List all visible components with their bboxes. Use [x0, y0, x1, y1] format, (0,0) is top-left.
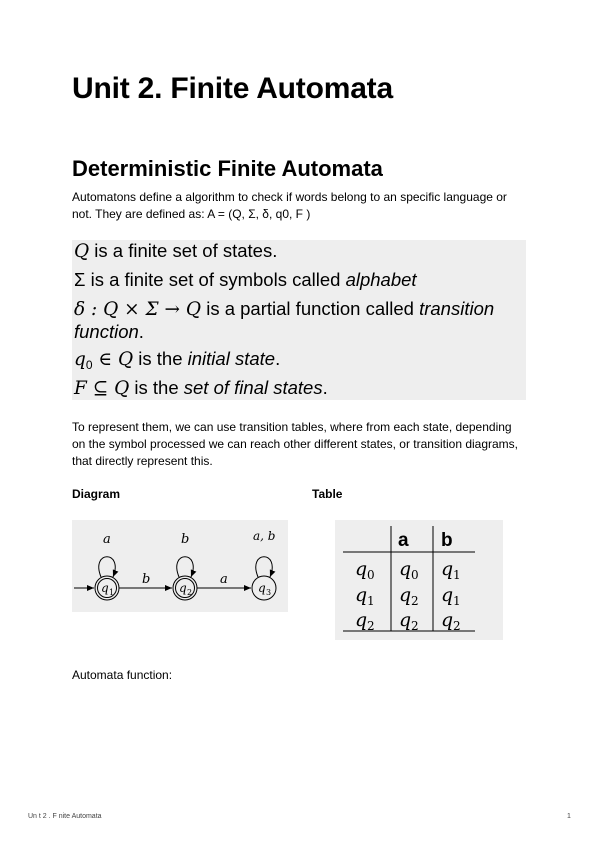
header-b: b [441, 530, 453, 551]
explain-line-1: To represent them, we can use transition tables, where from each state, depending [72, 420, 512, 434]
function-period: . [138, 321, 144, 342]
diagram-svg [72, 520, 288, 612]
definition-transition [74, 298, 494, 320]
footer-title: Un t 2 . F nite Automata [28, 813, 102, 820]
row0-state-q: q [355, 558, 368, 580]
alphabet-text: is a finite set of symbols called [85, 269, 346, 290]
initial-period: . [275, 348, 281, 369]
state-q3-sub: 3 [266, 588, 272, 597]
initial-text: is the [133, 348, 188, 369]
states-text: is a finite set of states. [89, 240, 278, 261]
f-symbol: F ⊆ Q [74, 378, 130, 399]
automata-function-label: Automata function: [72, 668, 173, 682]
state-q2 [173, 576, 197, 600]
table-row [355, 584, 461, 608]
explanation-paragraph [72, 419, 542, 470]
transition-table [335, 520, 503, 640]
intro-line-1: Automatons define a algorithm to check if words belong to an specific language or [72, 190, 507, 204]
row2-state-sub: 2 [367, 619, 375, 633]
definition-box [72, 240, 526, 400]
initial-term: initial state [187, 348, 276, 369]
table-svg [335, 520, 503, 640]
definition-final [74, 377, 328, 399]
final-period: . [322, 377, 328, 398]
row1-b-sub: 1 [453, 594, 461, 608]
state-q3-label: q [258, 581, 266, 595]
sigma-symbol: Σ [74, 269, 86, 290]
row2-a-sub: 2 [411, 619, 419, 633]
final-term: set of final states [183, 377, 323, 398]
intro-line-2: not. They are defined as: A = (Q, Σ, δ, q0, F ) [72, 207, 311, 221]
loop-q2 [177, 557, 193, 577]
row1-b-q: q [441, 584, 454, 606]
explain-line-3: that directly represent this. [72, 454, 213, 468]
row2-state-q: q [355, 609, 368, 631]
row2-b-q: q [441, 609, 454, 631]
row0-a-q: q [399, 558, 412, 580]
transition-diagram [72, 520, 288, 612]
row1-a-q: q [399, 584, 412, 606]
table-row [355, 558, 461, 582]
row1-state-q: q [355, 584, 368, 606]
row0-b-sub: 1 [453, 568, 461, 582]
function-term: function [74, 321, 139, 342]
definition-transition-cont [74, 321, 144, 343]
state-q3 [252, 576, 276, 600]
state-q2-sub: 2 [187, 588, 193, 597]
table-row [355, 609, 461, 633]
edge-q1-q2-label: b [142, 572, 151, 587]
row2-a-q: q [399, 609, 412, 631]
transition-term: transition [419, 298, 495, 319]
alphabet-term: alphabet [345, 269, 417, 290]
page-number: 1 [567, 813, 571, 820]
state-q1-label: q [101, 581, 109, 595]
row0-b-q: q [441, 558, 454, 580]
header-a: a [398, 530, 409, 551]
state-q1 [95, 576, 119, 600]
page-title: Unit 2. Finite Automata [72, 72, 393, 105]
diagram-caption: Diagram [72, 487, 121, 501]
row2-b-sub: 2 [453, 619, 461, 633]
loop-q1 [99, 557, 115, 577]
intro-paragraph [72, 189, 542, 223]
state-q1-sub: 1 [109, 588, 115, 597]
q0-subscript: 0 [85, 358, 93, 372]
delta-symbol: δ : Q × Σ → Q [74, 299, 202, 320]
loop-q2-label: b [181, 532, 190, 547]
row1-a-sub: 2 [411, 594, 419, 608]
row0-state-sub: 0 [367, 568, 375, 582]
transition-text: is a partial function called [201, 298, 420, 319]
row0-a-sub: 0 [411, 568, 419, 582]
loop-q1-label: a [103, 532, 111, 547]
states-symbol: Q [74, 241, 90, 262]
final-text: is the [129, 377, 184, 398]
definition-alphabet [74, 269, 417, 291]
explain-line-2: on the symbol processed we can reach other different states, or transition diagrams, [72, 437, 519, 451]
q0-symbol: q [74, 349, 86, 370]
state-q2-label: q [179, 581, 187, 595]
section-title: Deterministic Finite Automata [72, 156, 383, 181]
definition-initial [74, 348, 280, 372]
definition-states [74, 240, 277, 262]
row1-state-sub: 1 [367, 594, 375, 608]
q0-relation: ∈ Q [92, 349, 134, 370]
loop-q3 [256, 557, 272, 577]
edge-q2-q3-label: a [220, 572, 228, 587]
loop-q3-label: a, b [253, 529, 276, 543]
table-caption: Table [312, 487, 343, 501]
